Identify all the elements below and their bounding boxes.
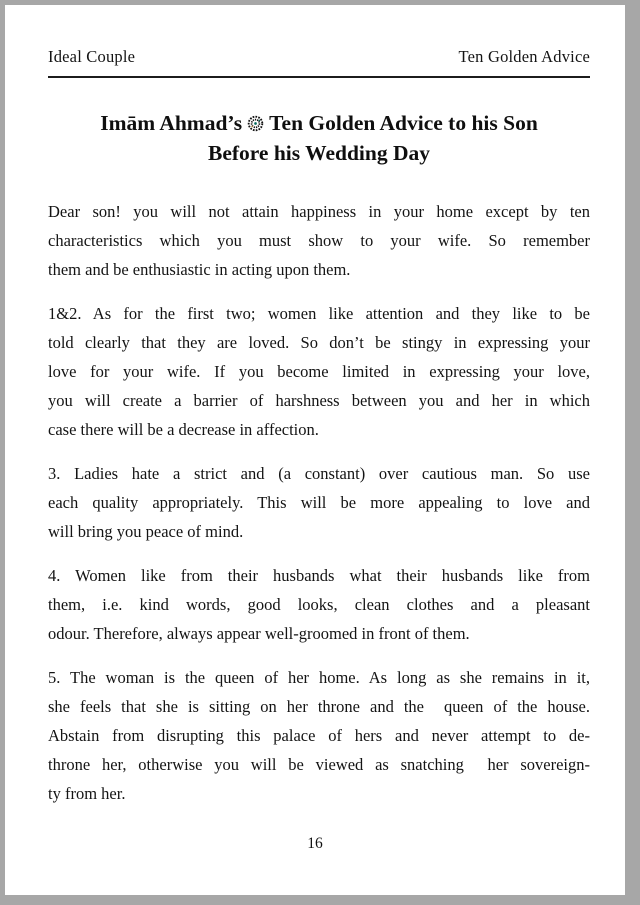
text-line: Abstain from disrupting this palace of hers and never attempt to de- <box>48 726 590 745</box>
running-header <box>48 5 590 78</box>
chapter-title <box>48 108 590 168</box>
chapter-title-line-1 <box>48 108 590 138</box>
paragraph <box>48 299 590 444</box>
text-line: throne her, otherwise you will be viewed as snatching her sovereign- <box>48 755 590 774</box>
chapter-title-line-2: Before his Wedding Day <box>207 141 430 165</box>
text-line: ty from her. <box>48 784 126 803</box>
text-line: 4. Women like from their husbands what their husbands like from <box>48 566 590 585</box>
title-text-after-ornament: Ten Golden Advice to his Son <box>269 111 538 135</box>
body-text <box>48 197 590 808</box>
text-line: you will create a barrier of harshness between you and her in which <box>48 391 590 410</box>
page-number: 16 <box>307 835 323 852</box>
text-line: 1&2. As for the first two; women like attention and they like to be <box>48 304 590 323</box>
rahimahullah-medallion-icon <box>247 110 264 127</box>
text-line: them and be enthusiastic in acting upon them. <box>48 260 351 279</box>
text-line: odour. Therefore, always appear well-groomed in front of them. <box>48 624 470 643</box>
header-book-title: Ideal Couple <box>48 47 136 66</box>
header-chapter-name: Ten Golden Advice <box>458 47 590 66</box>
text-line: 5. The woman is the queen of her home. As long as she remains in it, <box>48 668 590 687</box>
text-line: told clearly that they are loved. So don’t be stingy in expressing your <box>48 333 590 352</box>
paragraph <box>48 561 590 648</box>
text-line: Dear son! you will not attain happiness in your home except by ten <box>48 202 590 221</box>
text-line: she feels that she is sitting on her throne and the queen of the house. <box>48 697 590 716</box>
book-page <box>5 5 625 895</box>
text-line: each quality appropriately. This will be more appealing to love and <box>48 493 590 512</box>
title-text-before-ornament: Imām Ahmad’s <box>100 111 243 135</box>
text-line: 3. Ladies hate a strict and (a constant) over cautious man. So use <box>48 464 590 483</box>
text-line: characteristics which you must show to your wife. So remember <box>48 231 590 250</box>
paragraph <box>48 459 590 546</box>
text-line: love for your wife. If you become limited in expressing your love, <box>48 362 590 381</box>
text-line: them, i.e. kind words, good looks, clean clothes and a pleasant <box>48 595 590 614</box>
paragraph <box>48 663 590 808</box>
paragraph <box>48 197 590 284</box>
text-line: case there will be a decrease in affection. <box>48 420 319 439</box>
text-line: will bring you peace of mind. <box>48 522 244 541</box>
